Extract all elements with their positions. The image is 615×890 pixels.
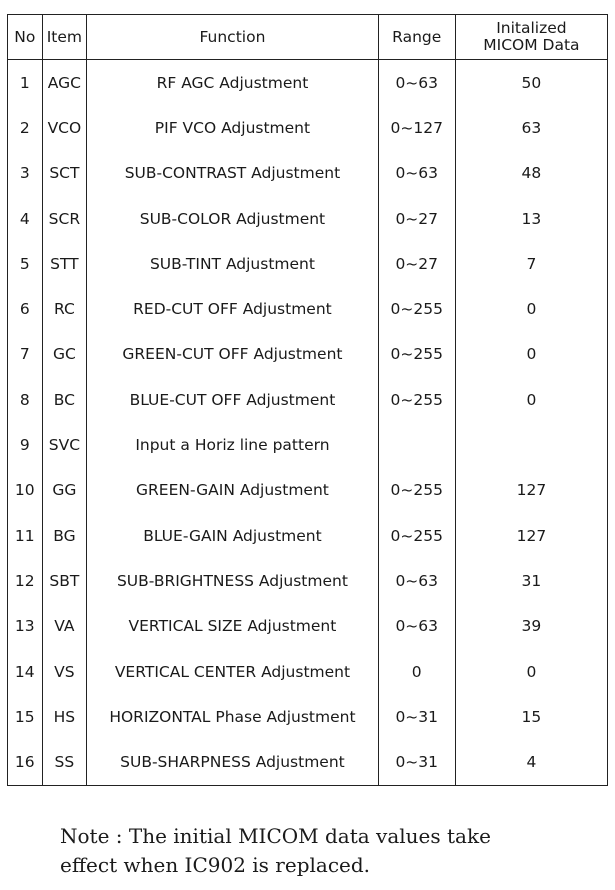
cell-data: 48 [521, 164, 542, 183]
cell-range: 0~27 [378, 241, 455, 286]
table-row [8, 468, 608, 513]
cell-item: VCO [42, 105, 87, 150]
cell-no: 13 [8, 604, 43, 649]
header-function: Function [87, 15, 378, 60]
header-initialized-data [455, 15, 607, 60]
cell-no: 1 [8, 60, 43, 106]
cell-range: 0~255 [378, 286, 455, 331]
cell-no: 12 [8, 558, 43, 603]
cell-function: VERTICAL SIZE Adjustment [87, 604, 378, 649]
cell-data: 15 [521, 707, 542, 726]
cell-function: Input a Horiz line pattern [87, 422, 378, 467]
cell-data: 0 [526, 300, 537, 319]
header-item: Item [42, 15, 87, 60]
cell-range [378, 422, 455, 467]
cell-item: VA [42, 604, 87, 649]
cell-item: HS [42, 694, 87, 739]
cell-function: SUB-CONTRAST Adjustment [87, 151, 378, 196]
cell-range: 0~255 [378, 332, 455, 377]
cell-data: 13 [521, 209, 542, 228]
cell-no: 3 [8, 151, 43, 196]
table-row [8, 377, 608, 422]
cell-no: 16 [8, 739, 43, 785]
cell-data: 7 [526, 254, 537, 273]
cell-data [455, 422, 607, 467]
cell-item: SCT [42, 151, 87, 196]
cell-no: 15 [8, 694, 43, 739]
cell-item: AGC [42, 60, 87, 106]
table-row [8, 196, 608, 241]
cell-range: 0~27 [378, 196, 455, 241]
cell-item: SBT [42, 558, 87, 603]
cell-item: BG [42, 513, 87, 558]
cell-function: SUB-COLOR Adjustment [87, 196, 378, 241]
cell-item: SVC [42, 422, 87, 467]
cell-no: 8 [8, 377, 43, 422]
note-text [60, 822, 600, 880]
table-row [8, 649, 608, 694]
cell-function: GREEN-CUT OFF Adjustment [87, 332, 378, 377]
cell-range: 0~127 [378, 105, 455, 150]
cell-no: 9 [8, 422, 43, 467]
cell-range: 0 [378, 649, 455, 694]
cell-data: 4 [526, 753, 537, 772]
note-line2: effect when IC902 is replaced. [60, 853, 371, 877]
cell-item: SCR [42, 196, 87, 241]
cell-no: 5 [8, 241, 43, 286]
cell-item: BC [42, 377, 87, 422]
cell-range: 0~255 [378, 468, 455, 513]
cell-function: BLUE-GAIN Adjustment [87, 513, 378, 558]
table-row [8, 241, 608, 286]
cell-no: 11 [8, 513, 43, 558]
cell-data: 0 [526, 345, 537, 364]
cell-item: STT [42, 241, 87, 286]
cell-data: 31 [521, 571, 542, 590]
cell-range: 0~255 [378, 513, 455, 558]
cell-function: SUB-TINT Adjustment [87, 241, 378, 286]
header-range: Range [378, 15, 455, 60]
cell-function: SUB-BRIGHTNESS Adjustment [87, 558, 378, 603]
table-row [8, 332, 608, 377]
cell-no: 6 [8, 286, 43, 331]
cell-data: 39 [521, 617, 542, 636]
header-no: No [8, 15, 43, 60]
table-row [8, 422, 608, 467]
table-row [8, 558, 608, 603]
table-row [8, 60, 608, 106]
table-row [8, 604, 608, 649]
cell-no: 7 [8, 332, 43, 377]
table-header-row [8, 15, 608, 60]
cell-item: SS [42, 739, 87, 785]
cell-function: RED-CUT OFF Adjustment [87, 286, 378, 331]
table-body [8, 60, 608, 786]
cell-data: 63 [521, 118, 542, 137]
cell-range: 0~31 [378, 739, 455, 785]
header-data-line1: Initalized [496, 19, 567, 37]
cell-function: RF AGC Adjustment [87, 60, 378, 106]
table-row [8, 694, 608, 739]
cell-function: VERTICAL CENTER Adjustment [87, 649, 378, 694]
cell-range: 0~63 [378, 151, 455, 196]
cell-function: GREEN-GAIN Adjustment [87, 468, 378, 513]
cell-function: BLUE-CUT OFF Adjustment [87, 377, 378, 422]
cell-item: GG [42, 468, 87, 513]
table-row [8, 105, 608, 150]
cell-function: HORIZONTAL Phase Adjustment [87, 694, 378, 739]
cell-item: RC [42, 286, 87, 331]
note-line1: Note : The initial MICOM data values take [60, 824, 491, 848]
cell-item: VS [42, 649, 87, 694]
cell-range: 0~255 [378, 377, 455, 422]
table-row [8, 513, 608, 558]
cell-no: 4 [8, 196, 43, 241]
cell-range: 0~63 [378, 60, 455, 106]
cell-data: 127 [516, 481, 547, 500]
cell-range: 0~63 [378, 558, 455, 603]
cell-data: 0 [526, 662, 537, 681]
cell-item: GC [42, 332, 87, 377]
header-data-line2: MICOM Data [483, 36, 580, 54]
table-row [8, 739, 608, 785]
table-row [8, 151, 608, 196]
table-row [8, 286, 608, 331]
cell-function: PIF VCO Adjustment [87, 105, 378, 150]
cell-no: 14 [8, 649, 43, 694]
cell-range: 0~31 [378, 694, 455, 739]
cell-no: 2 [8, 105, 43, 150]
micom-data-table [7, 14, 608, 786]
cell-data: 50 [521, 73, 542, 92]
cell-data: 127 [516, 526, 547, 545]
cell-data: 0 [526, 390, 537, 409]
cell-no: 10 [8, 468, 43, 513]
cell-range: 0~63 [378, 604, 455, 649]
cell-function: SUB-SHARPNESS Adjustment [87, 739, 378, 785]
